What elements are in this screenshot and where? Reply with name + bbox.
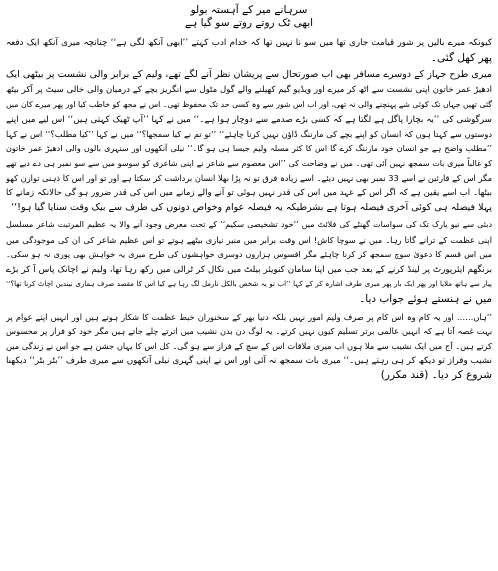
text-line: کیونکہ میرے بالیں پر شور قیامت جاری تھا میں سو نا نہیں تھا کہ خدام ادب کہتے ’’ابھی آنکھ لگی ہے‘‘ چنانچہ میری آنکھ ایک دفعہ xyxy=(6,38,492,48)
text-line: نشیب وفراز تو دیکھ کر ہی رہتے ہیں۔‘‘ میری بات سمجھ نہ آئی اور اس نے اپنی گہری نیلی آنکھوں سے میری طرف ’’بٹر بٹر‘‘ دیکھنا xyxy=(6,355,492,366)
text-line: گئی تھیں جہاں تک کوئی شے پہنچنے والی نہ تھی، اور اب اس شور سے وہ کسی حد تک محفوظ تھی۔ اس نے مجھ کو خاطب کیا اور پھر میرے کان میں xyxy=(6,99,492,109)
text-line: بہت غصہ آتا ہے کہ انہیں عالمی برتر تسلیم کیوں نہیں کرتے۔ یہ لوگ دن بدن نشیب میں اترتے چلے جاتے ہیں مگر خود کو فراز پر محسوس xyxy=(6,326,492,337)
text-line: سرگوشی کی ’’یہ بچارا پاگل ہے لگتا ہے کہ کسی بڑے صدمے سے دوچار ہوا ہے۔‘‘ میں نے کہا ’’آپ ٹھیک کہتی ہیں‘‘ اس لیے میں اپنے xyxy=(6,114,492,125)
text-line: ادھیڑ عمر خاتون اپنی نشست سے اٹھ کر میرے اور ویڈیو گیم کھیلنے والے گول مٹول سے انگریز بچے کے درمیان والی خالی سیٹ پر آکر بیٹھ xyxy=(6,85,492,96)
paragraph xyxy=(6,218,492,306)
text-line: کرتے ہیں۔ آج میں ایک نشیب سے ملا ہوں اب میری ملاقات اس کے سچ کے فراز سے ہو گی۔ کل اس کا یہاں جشن ہے جو اس نے زندگی میں xyxy=(6,341,492,352)
text-line: برنگھم ایئرپورٹ پر لینڈ کرنے کے بعد جب میں اپنا سامان کنویئر بیلٹ میں نکال کر ٹرالی میں رکھ رہا تھا، ولیم نے اچانک پاس آ کر بڑے xyxy=(6,264,492,275)
text-line: کو غالباً میری بات سمجھ نہیں آئی تھی۔ میں نے وضاحت کی ’’اس معصوم سے شاعر نے اپنی شاعری کو سوسو میں سے سو نمبر ہی دے دیے تھے xyxy=(6,158,492,168)
text-line: پیار سے ہاتھ ملایا اور پھر ایک بار پھر میری طرف اشارہ کر کے کہا ’’اب تو یہ شخص بالکل نارمل لگ رہا ہے کیا اس کا مقصد صرف ہماری نیندیں اچاٹ کرنا تھا؟‘‘ xyxy=(6,280,492,289)
text-line: میں اس قسم کا دعویٰ سوچ سمجھ کر کرنا چاہئے مگر افسوس ہزاروں دوسری خواہشوں کی طرح میری یہ خواہش بھی پوری نہ ہو سکی۔ xyxy=(6,249,492,259)
text-line: بیٹھا۔ اب اسے یقین ہے کہ اگر اس کے عہد میں اس کی قدر نہیں ہوئی تو آنے والے زمانے میں اس کی قدر ضرور ہو گی حالانکہ زمانے کا xyxy=(6,188,492,199)
paragraph xyxy=(6,36,492,65)
article-body xyxy=(6,36,492,383)
text-line: شروع کر دیا۔ (قند مکرر) xyxy=(380,369,492,382)
paragraph xyxy=(6,68,492,215)
text-line: ’’ہاں…… اور یہ کام وہ اس کام پر صرف ولیم امور نہیں بلکہ دنیا بھر کے سخنوران خبط عظمت کا شکار ہوتے ہیں اور انہیں اپنے عوام پر xyxy=(6,311,492,322)
text-line: میری طرح جہاز کے دوسرے مسافر بھی اب صورتحال سے پریشان نظر آنے لگے تھے، ولیم کے برابر والی نشست پر بیٹھی ایک xyxy=(6,69,492,81)
paragraph xyxy=(6,310,492,384)
couplet-line-2: ابھی ٹک روتے روتے سو گیا ہے xyxy=(184,17,314,29)
text-line: دوستوں سے کہتا ہوں کہ انسان کو اپنے بچے کی مارننگ ڈاؤن نہیں کرنا چاہئے‘‘ ’’تو تم نے کیا سمجھا؟‘‘ میں نے کہا ’’کیا مطلب؟‘‘ اس نے کہا xyxy=(6,129,492,140)
text-line: پھر کھل گئی۔ xyxy=(430,51,492,64)
text-line: میں نے ہنستے ہوئے جواب دیا۔ xyxy=(359,292,492,305)
text-line: پہلا فیصلہ ہی کوئی آخری فیصلہ ہوتا ہے بشرطیکہ یہ فیصلہ عوام وخواص دونوں کی طرف سے بیک وقت سنایا گیا ہو!‘‘ xyxy=(11,201,492,213)
text-line: ’’مطلب واضح ہے جو انسان خود مارننگ کرے گا اس کا کثر مسلہ ولیم جیسا ہی ہو گا۔‘‘ نیلی آنکھوں اور سنہری بالوں والی ادھیڑ عمر خاتون xyxy=(6,143,492,153)
text-line: مگر اس کے قارئین نے اسے 33 نمبر بھی نہیں دیئے۔ اسے زیادہ فرق تو نہ پڑا بھلا انسان برداشت کر سکتا ہے اور تو اور اس کا ذہنی توازن کھو xyxy=(6,173,492,184)
text-line: اپنی عظمت کے ترانے گاتا رہا۔ میں نے سوچا کاش! اس وقت برابر میں منیر نیازی بیٹھے ہوتے تو اس عظیم شاعر کی ان کی موجودگی میں xyxy=(6,235,492,246)
couplet xyxy=(6,4,492,30)
text-line: دبئی سے نیو یارک تک کی سواسات گھنٹے کی فلائٹ میں ’’خود تشخیصی سکیم‘‘ کے تحت معرض وجود آنے والا یہ عظیم المرتبت شاعر مسلسل xyxy=(6,220,492,230)
couplet-line-1: سرہانے میر کے آہستہ بولو xyxy=(190,4,308,16)
